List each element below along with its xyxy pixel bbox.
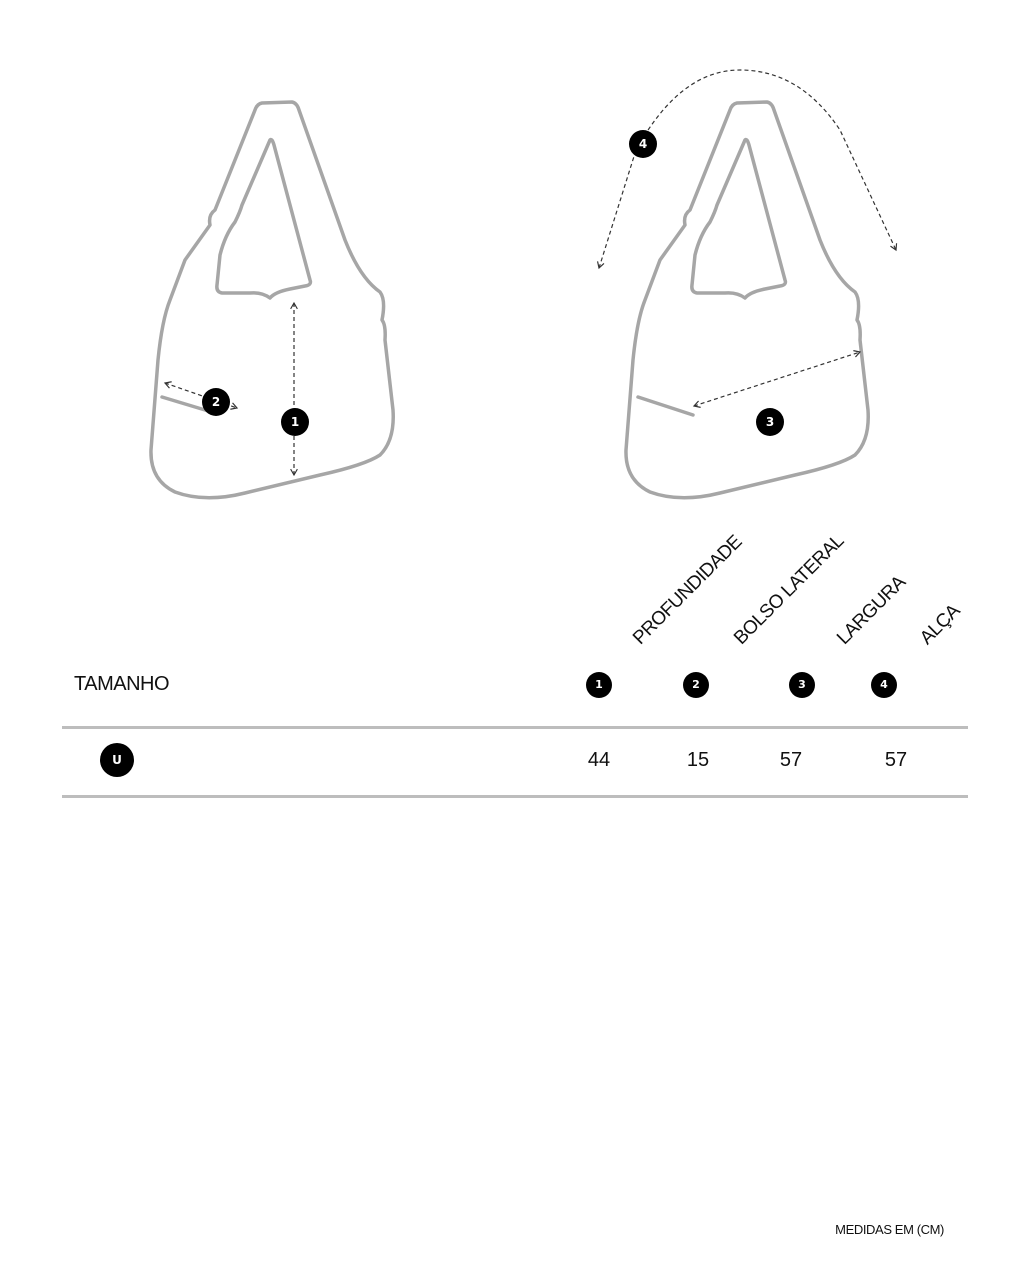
column-label-side-pocket: BOLSO LATERAL: [730, 530, 849, 649]
column-number-side-pocket: 2: [683, 672, 709, 698]
column-number-width: 3: [789, 672, 815, 698]
units-footnote: MEDIDAS EM (CM): [835, 1222, 944, 1237]
bag-outline-left: [151, 102, 393, 498]
table-header-rule: [62, 726, 968, 729]
column-label-width: LARGURA: [833, 572, 910, 649]
column-number-strap: 4: [871, 672, 897, 698]
size-badge: U: [100, 743, 134, 777]
bag-diagrams: [0, 0, 1024, 520]
depth-badge: 1: [281, 408, 309, 436]
strap-badge: 4: [629, 130, 657, 158]
cell-depth: 44: [587, 749, 611, 771]
bag-outline-right: [626, 102, 868, 498]
cell-side-pocket: 15: [686, 749, 710, 771]
width-badge: 3: [756, 408, 784, 436]
cell-width: 57: [779, 749, 803, 771]
cell-strap: 57: [884, 749, 908, 771]
side-pocket-badge: 2: [202, 388, 230, 416]
strap-arrow: [599, 70, 896, 268]
column-number-depth: 1: [586, 672, 612, 698]
column-label-depth: PROFUNDIDADE: [629, 531, 747, 649]
size-header: TAMANHO: [74, 673, 170, 695]
column-label-strap: ALÇA: [916, 600, 965, 649]
width-arrow: [694, 352, 860, 406]
table-bottom-rule: [62, 795, 968, 798]
